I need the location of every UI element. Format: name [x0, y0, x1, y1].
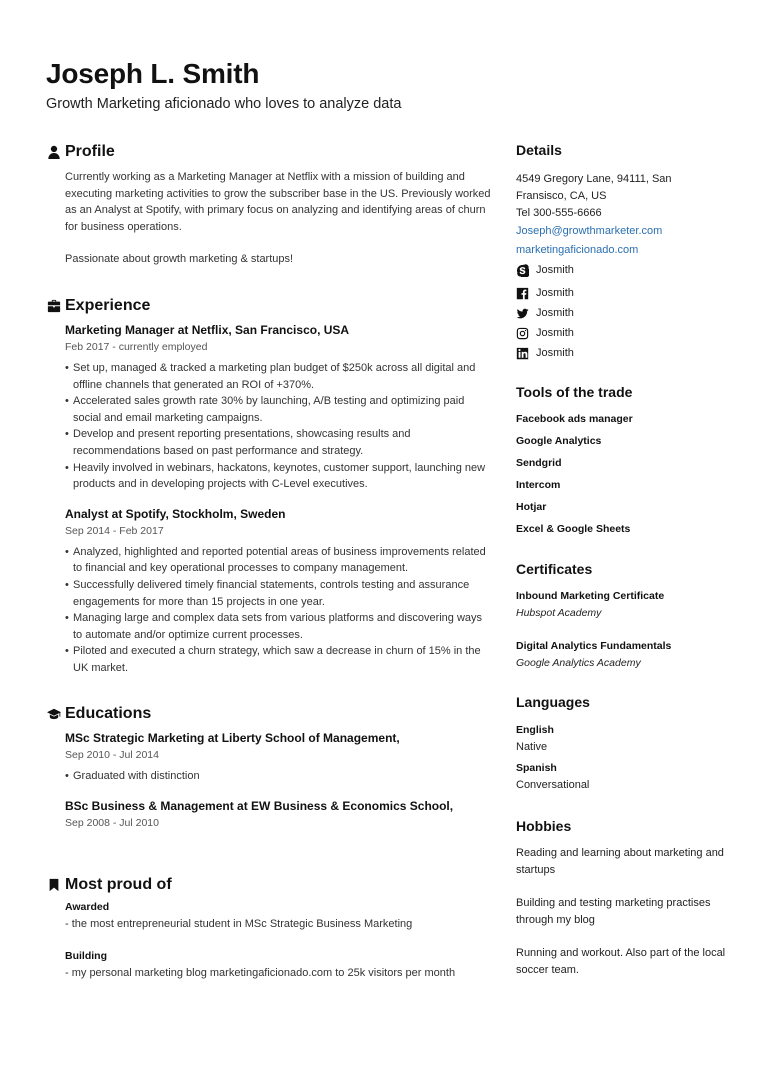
proud-item-text: - the most entrepreneurial student in MSc Strategic Business Marketing [65, 918, 413, 931]
tagline: Growth Marketing aficionado who loves to analyze data [46, 96, 402, 112]
experience-heading-label: Experience [65, 296, 151, 314]
user-icon [46, 145, 61, 160]
facebook-icon [516, 287, 529, 300]
address-line: 4549 Gregory Lane, 94111, San [516, 173, 672, 185]
education-title: MSc Strategic Marketing at Liberty School of Management, [65, 731, 400, 746]
proud-heading [46, 875, 491, 895]
education-title: BSc Business & Management at EW Business & Economics School, [65, 799, 454, 814]
social-handle: Josmith [536, 347, 574, 359]
main-column [46, 142, 491, 981]
website-link[interactable]: marketingaficionado.com [516, 244, 639, 256]
linkedin-icon [516, 347, 529, 360]
briefcase-icon [46, 298, 61, 313]
graduation-cap-icon [46, 707, 61, 722]
languages-section [516, 693, 731, 793]
education-entry [65, 798, 491, 831]
language-level: Native [516, 741, 548, 753]
job-bullet: • Successfully delivered timely financial statements, controls testing and assurance engagements for more than 15 projects in one year. [65, 577, 491, 610]
language-entry [516, 760, 731, 793]
certificate-name: Digital Analytics Fundamentals [516, 640, 672, 652]
job-bullet: • Managing large and complex data sets from various platforms and discovering ways to automate and/or optimize current processes. [65, 610, 491, 643]
candidate-name: Joseph L. Smith [46, 58, 260, 89]
experience-heading [46, 296, 491, 316]
address-line: Fransisco, CA, US [516, 190, 607, 202]
language-name: Spanish [516, 762, 557, 774]
job-entry [65, 506, 491, 677]
social-instagram[interactable] [516, 323, 731, 343]
education-bullet: • Graduated with distinction [65, 768, 491, 785]
tools-heading: Tools of the trade [516, 384, 633, 400]
job-title: Analyst at Spotify, Stockholm, Sweden [65, 506, 286, 521]
languages-heading: Languages [516, 694, 590, 710]
proud-item [65, 900, 491, 932]
tool-item: Facebook ads manager [516, 413, 633, 425]
profile-section [46, 142, 491, 268]
job-bullet: • Set up, managed & tracked a marketing plan budget of $250k across all digital and offline channels that generated an ROI of +370%. [65, 360, 491, 393]
educations-heading-label: Educations [65, 705, 152, 723]
certificate-issuer: Google Analytics Academy [516, 657, 641, 669]
hobby-item: Building and testing marketing practises through my blog [516, 897, 711, 926]
experience-section [46, 296, 491, 677]
job-bullet: • Piloted and executed a churn strategy, which saw a decrease in churn of 15% in the UK market. [65, 643, 491, 676]
proud-item [65, 949, 491, 981]
profile-paragraph: Passionate about growth marketing & startups! [65, 253, 294, 266]
job-bullet: • Develop and present reporting presentations, showcasing results and recommendations based on past performance and strategy. [65, 426, 491, 459]
certificate-entry [516, 588, 731, 621]
job-bullet: • Analyzed, highlighted and reported potential areas of business improvements related to financial and key operational processes to company management. [65, 544, 491, 577]
language-name: English [516, 724, 554, 736]
profile-heading [46, 142, 491, 162]
proud-section [46, 875, 491, 981]
social-handle: Josmith [536, 287, 574, 299]
profile-paragraph: Currently working as a Marketing Manager at Netflix with a mission of building and executing marketing activities to grow the subscriber base in the US. Previously worked as an Analyst at Spotify, with primary focus on analyzing and identifying areas of churn for business operations. [65, 171, 491, 233]
proud-heading-label: Most proud of [65, 876, 172, 894]
social-handle: Josmith [536, 307, 574, 319]
skype-icon [516, 264, 529, 277]
email-link[interactable]: Joseph@growthmarketer.com [516, 225, 663, 237]
social-skype[interactable] [516, 260, 731, 280]
education-entry [65, 730, 491, 785]
certificate-entry [516, 638, 731, 671]
certificate-issuer: Hubspot Academy [516, 607, 602, 619]
tool-item: Intercom [516, 479, 561, 491]
hobby-item: Reading and learning about marketing and startups [516, 847, 724, 876]
hobbies-section [516, 817, 731, 979]
proud-item-title: Building [65, 950, 107, 963]
job-bullet: • Accelerated sales growth rate 30% by launching, A/B testing and optimizing paid social and email marketing campaigns. [65, 393, 491, 426]
social-facebook[interactable] [516, 283, 731, 303]
tool-item: Hotjar [516, 501, 547, 513]
phone-number: Tel 300-555-6666 [516, 207, 602, 219]
certificates-section [516, 560, 731, 671]
job-bullet: • Heavily involved in webinars, hackatons, keynotes, customer support, launching new products and in developing projects with C-Level executives. [65, 460, 491, 493]
social-handle: Josmith [536, 264, 574, 276]
job-title: Marketing Manager at Netflix, San Francisco, USA [65, 322, 350, 337]
social-twitter[interactable] [516, 303, 731, 323]
proud-item-text: - my personal marketing blog marketingaficionado.com to 25k visitors per month [65, 967, 456, 980]
education-dates: Sep 2008 - Jul 2010 [65, 817, 159, 830]
sidebar-column [516, 141, 731, 979]
certificates-heading: Certificates [516, 561, 593, 577]
bookmark-icon [46, 878, 61, 893]
language-level: Conversational [516, 779, 590, 791]
tool-item: Sendgrid [516, 457, 562, 469]
tools-section [516, 383, 731, 540]
education-dates: Sep 2010 - Jul 2014 [65, 749, 159, 762]
social-linkedin[interactable] [516, 343, 731, 363]
job-entry [65, 322, 491, 493]
tool-item: Excel & Google Sheets [516, 523, 631, 535]
educations-heading [46, 704, 491, 724]
educations-section [46, 704, 491, 831]
job-dates: Sep 2014 - Feb 2017 [65, 524, 164, 537]
proud-item-title: Awarded [65, 901, 110, 914]
profile-heading-label: Profile [65, 143, 115, 160]
hobby-item: Running and workout. Also part of the local soccer team. [516, 947, 726, 976]
hobbies-heading: Hobbies [516, 818, 572, 834]
language-entry [516, 722, 731, 755]
instagram-icon [516, 327, 529, 340]
details-section [516, 141, 731, 363]
certificate-name: Inbound Marketing Certificate [516, 590, 665, 602]
tool-item: Google Analytics [516, 435, 602, 447]
job-dates: Feb 2017 - currently employed [65, 340, 208, 353]
details-heading: Details [516, 142, 562, 158]
twitter-icon [516, 307, 529, 320]
social-handle: Josmith [536, 327, 574, 339]
